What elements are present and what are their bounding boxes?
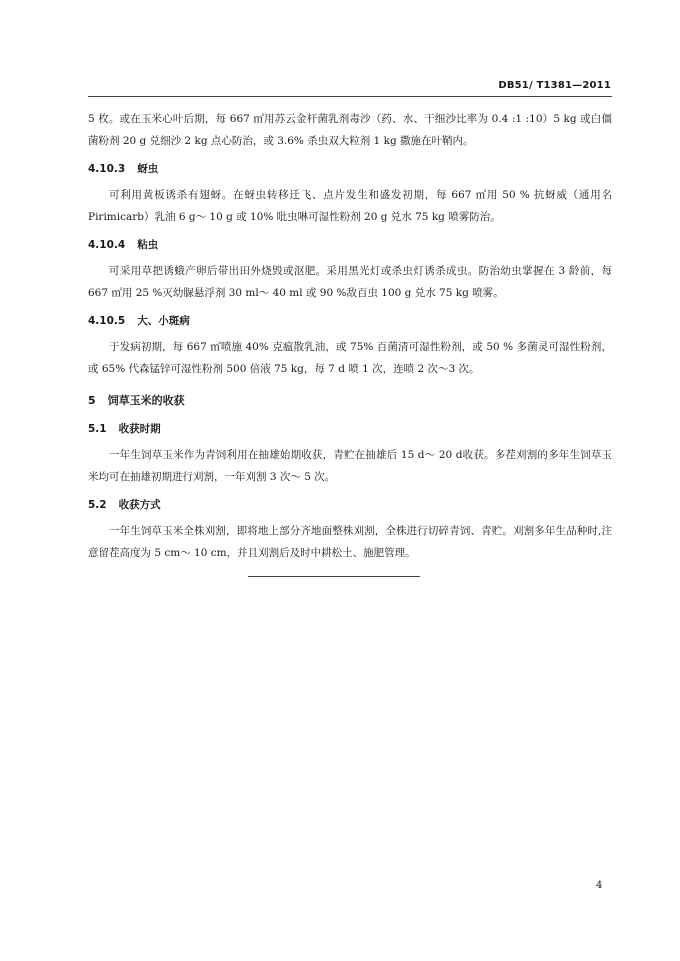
section-number: 5 [88, 394, 96, 407]
section-number: 4.10.3 [88, 163, 126, 175]
section-heading-4-10-5 [88, 310, 612, 332]
section-number: 4.10.4 [88, 239, 126, 251]
section-number: 5.1 [88, 423, 107, 435]
section-title: 收获时期 [118, 423, 161, 435]
paragraph-continued: 5 枚。或在玉米心叶后期，每 667 ㎡用苏云金杆菌乳剂毒沙（药、水、干细沙比率为 0.4 :1 :10）5 kg 或白僵菌粉剂 20 g 兑细沙 2 kg 点心防治，或 3.6% 杀虫双大粒剂 1 kg 撒施在叶鞘内。 [88, 113, 612, 147]
page-number: 4 [596, 880, 603, 891]
document-code: DB51/ T1381—2011 [498, 80, 611, 91]
section-number: 5.2 [88, 499, 107, 511]
section-title: 收获方式 [118, 499, 161, 511]
document-body [88, 108, 612, 564]
section-heading-5-2 [88, 494, 612, 516]
paragraph-aphid: 可利用黄板诱杀有翅蚜。在蚜虫转移迁飞、点片发生和盛发初期，每 667 ㎡用 50 % 抗蚜威（通用名 Pirimicarb）乳油 6 g～ 10 g 或 10% 吡虫啉可湿性粉剂 20 g 兑水 75 kg 喷雾防治。 [88, 189, 612, 223]
section-heading-5-1 [88, 418, 612, 440]
section-title: 大、小斑病 [137, 315, 190, 327]
paragraph-harvest-method: 一年生饲草玉米全株刈割，即将地上部分齐地面整株刈割，全株进行切碎青饲、青贮。刈割多年生品种时,注意留茬高度为 5 cm～ 10 cm，并且刈割后及时中耕松土、施肥管理。 [88, 525, 612, 559]
section-title: 饲草玉米的收获 [107, 394, 185, 407]
paragraph-harvest-time: 一年生饲草玉米作为青饲利用在抽雄始期收获，青贮在抽雄后 15 d～ 20 d收获。多茬刈割的多年生饲草玉米均可在抽雄初期进行刈割，一年刈割 3 次～ 5 次。 [88, 449, 612, 483]
header-rule [88, 96, 612, 97]
paragraph-leaf-blight: 于发病初期，每 667 ㎡喷施 40% 克瘟散乳油，或 75% 百菌清可湿性粉剂，或 50 % 多菌灵可湿性粉剂，或 65% 代森锰锌可湿性粉剂 500 倍液 75 kg，每 7 d 喷 1 次，连喷 2 次～3 次。 [88, 341, 612, 375]
section-title: 蚜虫 [137, 163, 159, 175]
section-heading-4-10-3 [88, 158, 612, 180]
section-heading-4-10-4 [88, 234, 612, 256]
section-title: 粘虫 [137, 239, 159, 251]
section-number: 4.10.5 [88, 315, 126, 327]
paragraph-armyworm: 可采用草把诱蛾产卵后带出田外烧毁或沤肥。采用黑光灯或杀虫灯诱杀成虫。防治幼虫掌握在 3 龄前，每 667 ㎡用 25 %灭幼脲悬浮剂 30 ml～ 40 ml 或 90 %敌百虫 100 g 兑水 75 kg 喷雾。 [88, 265, 612, 299]
end-rule [248, 576, 420, 577]
section-heading-5 [88, 390, 612, 412]
